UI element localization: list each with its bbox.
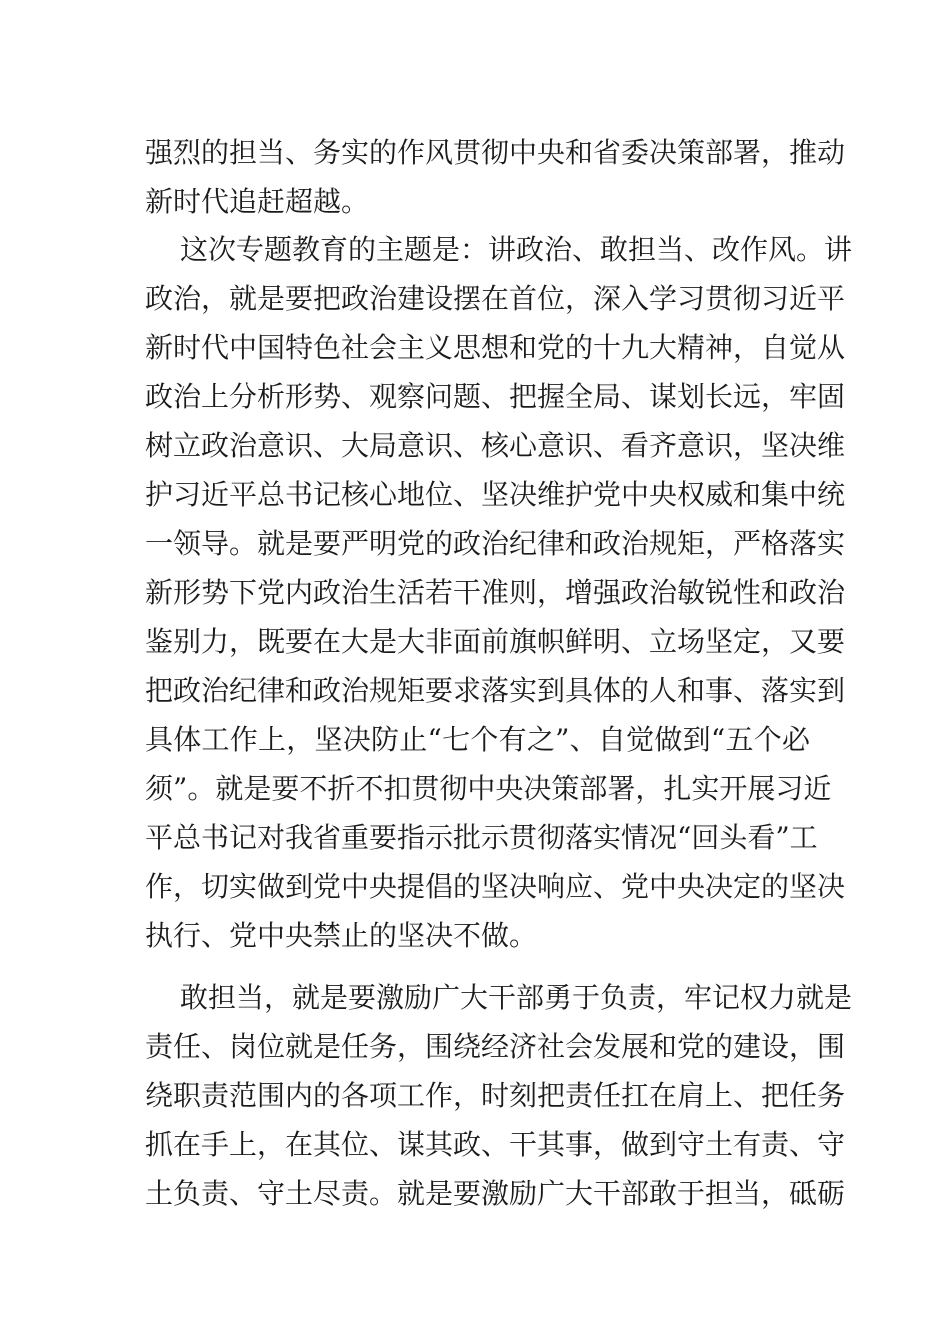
text-line: 敢担当，就是要激励广大干部勇于负责，牢记权力就是	[180, 981, 853, 1014]
text-line: 政治，就是要把政治建设摆在首位，深入学习贯彻习近平	[145, 282, 846, 315]
text-line: 责任、岗位就是任务，围绕经济社会发展和党的建设，围	[145, 1030, 846, 1063]
text-line: 作，切实做到党中央提倡的坚决响应、党中央决定的坚决	[145, 870, 846, 903]
text-line: 土负责、守土尽责。就是要激励广大干部敢于担当，砥砺	[145, 1177, 846, 1210]
paragraph-3	[145, 973, 853, 1218]
text-line: 执行、党中央禁止的坚决不做。	[145, 919, 538, 952]
text-line: 抓在手上，在其位、谋其政、干其事，做到守土有责、守	[145, 1128, 846, 1161]
text-line: 具体工作上，坚决防止“七个有之”、自觉做到“五个必	[145, 723, 810, 756]
text-line: 鉴别力，既要在大是大非面前旗帜鲜明、立场坚定，又要	[145, 625, 846, 658]
text-line: 平总书记对我省重要指示批示贯彻落实情况“回头看”工	[145, 821, 818, 854]
text-line: 新时代追赶超越。	[145, 185, 370, 218]
text-line: 新形势下党内政治生活若干准则，增强政治敏锐性和政治	[145, 576, 846, 609]
text-line: 把政治纪律和政治规矩要求落实到具体的人和事、落实到	[145, 674, 846, 707]
text-line: 强烈的担当、务实的作风贯彻中央和省委决策部署，推动	[145, 136, 846, 169]
paragraph-2	[145, 225, 853, 960]
text-line: 绕职责范围内的各项工作，时刻把责任扛在肩上、把任务	[145, 1079, 846, 1112]
text-line: 这次专题教育的主题是：讲政治、敢担当、改作风。讲	[180, 233, 853, 266]
text-line: 须”。就是要不折不扣贯彻中央决策部署，扎实开展习近	[145, 772, 832, 805]
paragraph-1	[145, 128, 846, 226]
text-line: 树立政治意识、大局意识、核心意识、看齐意识，坚决维	[145, 429, 846, 462]
text-line: 政治上分析形势、观察问题、把握全局、谋划长远，牢固	[145, 380, 846, 413]
text-line: 护习近平总书记核心地位、坚决维护党中央权威和集中统	[145, 478, 846, 511]
text-line: 新时代中国特色社会主义思想和党的十九大精神，自觉从	[145, 331, 846, 364]
text-line: 一领导。就是要严明党的政治纪律和政治规矩，严格落实	[145, 527, 846, 560]
